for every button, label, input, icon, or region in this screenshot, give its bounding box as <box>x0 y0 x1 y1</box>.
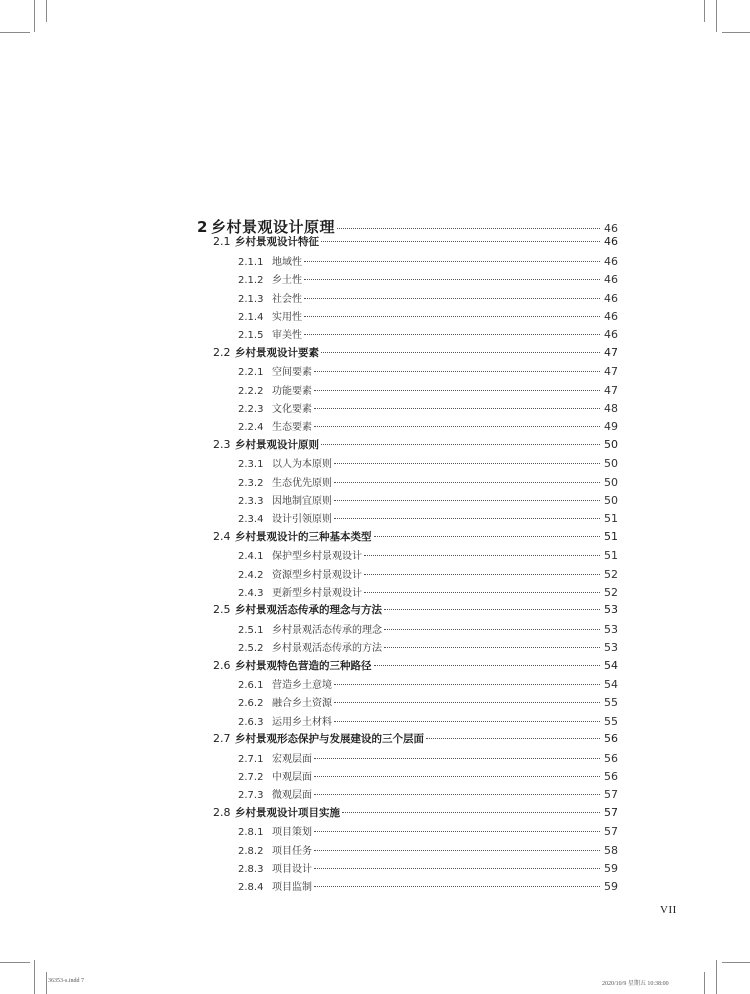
toc-subsection-entry[interactable] <box>238 418 618 433</box>
toc-entry-page-number: 51 <box>604 529 618 543</box>
toc-dot-leader <box>314 885 600 887</box>
toc-entry-title: 乡村景观设计要素 <box>235 346 319 359</box>
toc-dot-leader <box>364 591 600 593</box>
toc-entry-number: 2.5.1 <box>238 624 264 636</box>
toc-subsection-entry[interactable] <box>238 510 618 525</box>
toc-entry-page-number: 53 <box>604 603 618 617</box>
toc-dot-leader <box>321 240 600 242</box>
toc-subsection-entry[interactable] <box>238 860 618 875</box>
toc-entry-page-number: 57 <box>604 805 618 819</box>
toc-entry-number: 2.4.1 <box>238 551 264 563</box>
toc-entry-number: 2.6.2 <box>238 698 264 710</box>
toc-section-entry[interactable] <box>213 602 618 617</box>
toc-subsection-entry[interactable] <box>238 547 618 562</box>
toc-entry-page-number: 57 <box>604 788 618 802</box>
toc-entry-number: 2.6.1 <box>238 680 264 691</box>
toc-entry-page-number: 46 <box>604 328 618 342</box>
toc-entry-number: 2.8.4 <box>238 882 264 894</box>
toc-dot-leader <box>334 462 600 464</box>
toc-subsection-entry[interactable] <box>238 382 618 397</box>
toc-entry-number: 2.2.1 <box>238 367 264 379</box>
toc-section-entry[interactable] <box>213 529 618 544</box>
toc-entry-page-number: 59 <box>604 862 618 875</box>
toc-entry-number: 2.8.2 <box>238 845 264 857</box>
toc-entry-title: 乡村景观活态传承的理念 <box>272 624 382 636</box>
toc-entry-page-number: 46 <box>604 291 618 305</box>
toc-entry-page-number: 50 <box>604 457 618 471</box>
toc-subsection-entry[interactable] <box>238 290 618 305</box>
toc-entry-title: 功能要素 <box>272 385 312 397</box>
toc-subsection-entry[interactable] <box>238 271 618 286</box>
toc-entry-title: 微观层面 <box>272 790 312 802</box>
toc-dot-leader <box>304 278 600 280</box>
toc-dot-leader <box>334 499 600 501</box>
toc-entry-number: 2.1.2 <box>238 275 264 287</box>
toc-entry-number: 2.1.3 <box>238 293 264 305</box>
toc-entry-number: 2.5 <box>213 603 231 617</box>
toc-entry-page-number: 53 <box>604 641 618 655</box>
toc-entry-title: 乡村景观活态传承的方法 <box>272 643 382 655</box>
toc-dot-leader <box>321 351 600 353</box>
toc-dot-leader <box>334 481 600 483</box>
toc-dot-leader <box>384 646 600 648</box>
toc-entry-number: 2.2 <box>213 345 231 359</box>
toc-entry-title: 乡村景观设计特征 <box>235 236 319 249</box>
toc-entry-title: 资源型乡村景观设计 <box>272 569 362 581</box>
toc-subsection-entry[interactable] <box>238 566 618 581</box>
toc-entry-number: 2.1.4 <box>238 312 264 323</box>
toc-entry-title: 设计引领原则 <box>272 514 332 526</box>
toc-entry-number: 2.3 <box>213 437 231 451</box>
toc-entry-number: 2.6 <box>213 658 231 672</box>
toc-entry-page-number: 50 <box>604 475 618 489</box>
toc-subsection-entry[interactable] <box>238 750 618 765</box>
toc-entry-number: 2.8 <box>213 805 231 819</box>
toc-subsection-entry[interactable] <box>238 474 618 489</box>
toc-entry-number: 2.7.3 <box>238 790 264 802</box>
toc-dot-leader <box>314 425 600 427</box>
toc-entry-page-number: 54 <box>604 658 618 672</box>
toc-dot-leader <box>334 701 600 703</box>
toc-entry-number: 2.3.3 <box>238 496 264 507</box>
toc-dot-leader <box>374 664 601 666</box>
toc-dot-leader <box>384 608 600 610</box>
toc-entry-title: 项目策划 <box>272 827 312 839</box>
toc-entry-title: 乡土性 <box>272 275 302 287</box>
toc-entry-title: 中观层面 <box>272 772 312 783</box>
toc-entry-title: 审美性 <box>272 330 302 342</box>
toc-entry-title: 营造乡土意境 <box>272 680 332 691</box>
toc-subsection-entry[interactable] <box>238 455 618 470</box>
toc-entry-number: 2.1 <box>213 235 231 249</box>
toc-entry-title: 空间要素 <box>272 367 312 379</box>
toc-section-entry[interactable] <box>213 731 618 746</box>
toc-entry-title: 项目设计 <box>272 864 312 875</box>
toc-entry-title: 运用乡土材料 <box>272 716 332 728</box>
toc-subsection-entry[interactable] <box>238 639 618 654</box>
toc-entry-number: 2.4.2 <box>238 569 264 581</box>
toc-subsection-entry[interactable] <box>238 878 618 893</box>
toc-subsection-entry[interactable] <box>238 676 618 691</box>
toc-subsection-entry[interactable] <box>238 326 618 341</box>
toc-entry-title: 乡村景观特色营造的三种路径 <box>235 659 372 672</box>
toc-section-entry[interactable] <box>213 658 618 673</box>
toc-dot-leader <box>314 370 600 372</box>
toc-entry-title: 实用性 <box>272 312 302 323</box>
toc-entry-page-number: 50 <box>604 437 618 451</box>
toc-entry-number: 2.4 <box>213 529 231 543</box>
toc-subsection-entry[interactable] <box>238 713 618 728</box>
toc-subsection-entry[interactable] <box>238 786 618 801</box>
toc-entry-page-number: 56 <box>604 751 618 765</box>
toc-subsection-entry[interactable] <box>238 768 618 783</box>
toc-entry-title: 更新型乡村景观设计 <box>272 588 362 599</box>
toc-dot-leader <box>304 297 600 299</box>
toc-entry-number: 2.4.3 <box>238 588 264 599</box>
toc-dot-leader <box>321 443 600 445</box>
toc-dot-leader <box>334 720 600 722</box>
toc-entry-number: 2.1.1 <box>238 256 264 268</box>
toc-dot-leader <box>304 260 600 262</box>
toc-subsection-entry[interactable] <box>238 400 618 415</box>
toc-entry-title: 乡村景观设计项目实施 <box>235 806 340 819</box>
toc-entry-page-number: 46 <box>604 235 618 249</box>
toc-dot-leader <box>426 737 600 739</box>
toc-entry-page-number: 51 <box>604 549 618 563</box>
toc-subsection-entry[interactable] <box>238 253 618 268</box>
toc-entry-page-number: 46 <box>604 273 618 287</box>
toc-entry-number: 2.8.1 <box>238 827 264 839</box>
toc-section-entry[interactable] <box>213 345 618 360</box>
toc-entry-page-number: 49 <box>604 420 618 434</box>
toc-section-entry[interactable] <box>213 234 618 249</box>
toc-entry-page-number: 46 <box>604 254 618 268</box>
toc-entry-page-number: 52 <box>604 586 618 599</box>
toc-dot-leader <box>364 573 600 575</box>
toc-entry-page-number: 58 <box>604 843 618 857</box>
toc-subsection-entry[interactable] <box>238 308 618 323</box>
toc-entry-title: 融合乡土资源 <box>272 698 332 710</box>
toc-entry-title: 乡村景观设计原则 <box>235 438 319 451</box>
toc-entry-page-number: 53 <box>604 622 618 636</box>
toc-entry-title: 乡村景观形态保护与发展建设的三个层面 <box>235 733 424 746</box>
toc-entry-title: 因地制宜原则 <box>272 496 332 507</box>
toc-dot-leader <box>314 775 600 777</box>
toc-entry-page-number: 47 <box>604 365 618 379</box>
toc-entry-number: 2.8.3 <box>238 864 264 875</box>
toc-entry-number: 2.3.4 <box>238 514 264 526</box>
toc-dot-leader <box>314 849 600 851</box>
toc-entry-number: 2.6.3 <box>238 716 264 728</box>
toc-entry-title: 文化要素 <box>272 404 312 415</box>
toc-dot-leader <box>374 535 601 537</box>
toc-dot-leader <box>314 793 600 795</box>
toc-entry-number: 2.7.2 <box>238 772 264 783</box>
toc-entry-page-number: 55 <box>604 696 618 710</box>
toc-entry-title: 宏观层面 <box>272 753 312 765</box>
toc-entry-page-number: 50 <box>604 494 618 507</box>
toc-entry-title: 项目监制 <box>272 882 312 894</box>
toc-entry-title: 保护型乡村景观设计 <box>272 551 362 563</box>
toc-entry-number: 2.3.2 <box>238 477 264 489</box>
toc-entry-title: 生态优先原则 <box>272 477 332 489</box>
toc-dot-leader <box>304 333 600 335</box>
toc-subsection-entry[interactable] <box>238 584 618 599</box>
toc-entry-number: 2.7 <box>213 732 231 746</box>
toc-entry-title: 社会性 <box>272 293 302 305</box>
toc-entry-page-number: 59 <box>604 880 618 894</box>
toc-dot-leader <box>337 227 600 229</box>
toc-entry-page-number: 54 <box>604 678 618 691</box>
toc-entry-number: 2.7.1 <box>238 753 264 765</box>
toc-entry-number: 2.2.2 <box>238 385 264 397</box>
toc-subsection-entry[interactable] <box>238 694 618 709</box>
toc-subsection-entry[interactable] <box>238 823 618 838</box>
toc-entry-page-number: 46 <box>604 310 618 323</box>
toc-entry-page-number: 56 <box>604 732 618 746</box>
toc-entry-page-number: 55 <box>604 714 618 728</box>
toc-entry-page-number: 47 <box>604 345 618 359</box>
toc-entry-number: 2.3.1 <box>238 459 264 471</box>
toc-entry-page-number: 47 <box>604 383 618 397</box>
toc-dot-leader <box>384 628 600 630</box>
toc-entry-number: 2.5.2 <box>238 643 264 655</box>
toc-dot-leader <box>364 554 600 556</box>
toc-dot-leader <box>342 811 600 813</box>
toc-dot-leader <box>314 830 600 832</box>
page-folio: VII <box>660 904 677 916</box>
toc-section-entry[interactable] <box>213 805 618 820</box>
toc-dot-leader <box>314 407 600 409</box>
print-slug-timestamp: 2020/10/9 星期五 10:38:00 <box>602 981 669 987</box>
toc-subsection-entry[interactable] <box>238 492 618 507</box>
toc-entry-title: 地域性 <box>272 256 302 268</box>
toc-section-entry[interactable] <box>213 437 618 452</box>
toc-dot-leader <box>334 517 600 519</box>
toc-entry-number: 2 <box>197 218 208 236</box>
toc-entry-title: 乡村景观活态传承的理念与方法 <box>235 604 382 617</box>
toc-entry-page-number: 52 <box>604 567 618 581</box>
toc-dot-leader <box>334 683 600 685</box>
toc-entry-number: 2.2.4 <box>238 422 264 434</box>
toc-entry-title: 生态要素 <box>272 422 312 434</box>
toc-entry-page-number: 46 <box>604 222 618 235</box>
toc-entry-title: 乡村景观设计原理 <box>211 218 336 236</box>
toc-entry-number: 2.1.5 <box>238 330 264 342</box>
toc-entry-title: 以人为本原则 <box>272 459 332 471</box>
toc-subsection-entry[interactable] <box>238 363 618 378</box>
toc-dot-leader <box>314 389 600 391</box>
toc-entry-page-number: 48 <box>604 402 618 415</box>
toc-dot-leader <box>314 867 600 869</box>
toc-entry-page-number: 57 <box>604 825 618 839</box>
print-slug-file: 36353-s.indd 7 <box>48 978 84 984</box>
toc-entry-number: 2.2.3 <box>238 404 264 415</box>
toc-entry-page-number: 51 <box>604 512 618 526</box>
toc-entry-page-number: 56 <box>604 770 618 783</box>
toc-entry-title: 项目任务 <box>272 845 312 857</box>
toc-subsection-entry[interactable] <box>238 621 618 636</box>
toc-entry-title: 乡村景观设计的三种基本类型 <box>235 530 372 543</box>
toc-dot-leader <box>304 315 600 317</box>
toc-dot-leader <box>314 757 600 759</box>
toc-subsection-entry[interactable] <box>238 842 618 857</box>
